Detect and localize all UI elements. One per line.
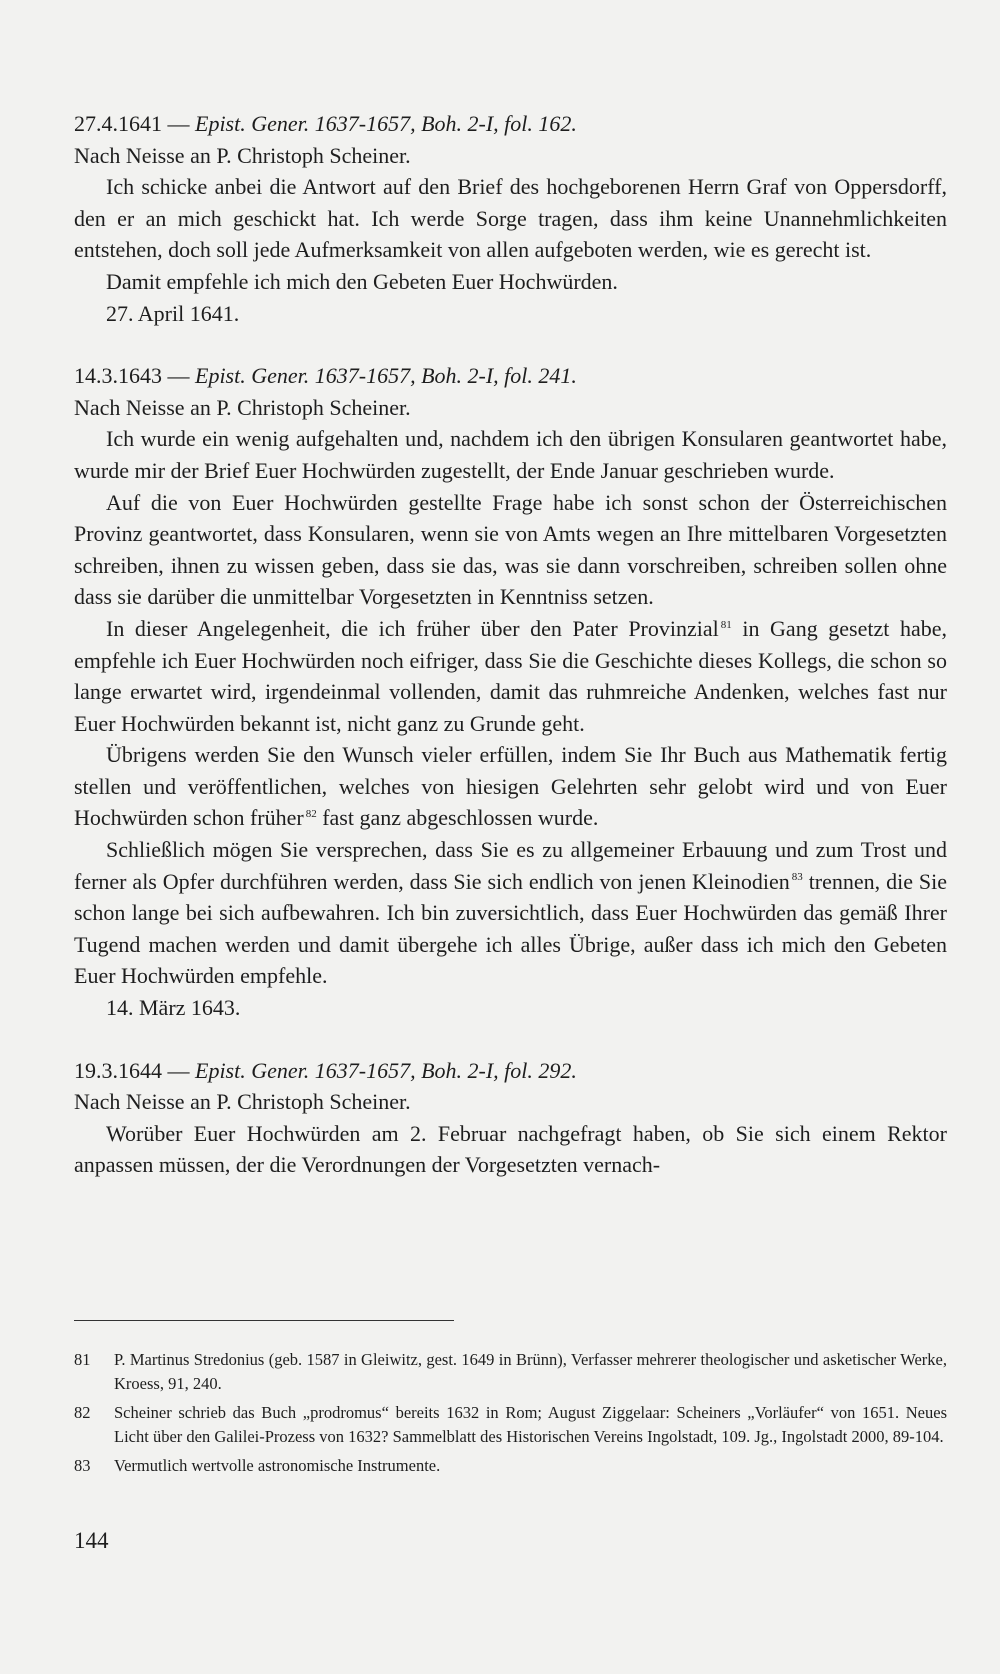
entry-heading bbox=[74, 108, 947, 140]
page-body bbox=[74, 108, 947, 1212]
paragraph bbox=[74, 613, 947, 739]
text: In dieser Angelegenheit, die ich früher über den Pater Provinzial bbox=[106, 615, 719, 641]
footnote-ref[interactable]: 83 bbox=[791, 871, 803, 884]
footnotes bbox=[74, 1348, 947, 1483]
entry-closing-date: 27. April 1641. bbox=[106, 300, 240, 326]
footnote-number: 82 bbox=[74, 1403, 91, 1422]
text: Schließlich mögen Sie versprechen, dass Sie es zu allgemeiner Erbauung und zum Trost und ferner als Opfer durchführen werden, dass Sie sich endlich von jenen Kleinodien bbox=[74, 837, 947, 894]
entry-recipient: Nach Neisse an P. Christoph Scheiner. bbox=[74, 394, 411, 420]
paragraph bbox=[74, 739, 947, 834]
letter-entry bbox=[74, 1055, 947, 1181]
text: fast ganz abgeschlossen wurde. bbox=[316, 805, 599, 831]
paragraph bbox=[74, 834, 947, 992]
text: Übrigens werden Sie den Wunsch vieler erfüllen, indem Sie Ihr Buch aus Mathematik fertig stellen und veröffentlichen, welches von hiesigen Gelehrten sehr gelobt wird und von Euer Hochwürden schon früher bbox=[74, 742, 947, 831]
paragraph: Auf die von Euer Hochwürden gestellte Frage habe ich sonst schon der Österreichischen Provinz geantwortet, dass Konsularen, wenn sie von Amts wegen an Ihre mittelbaren Vorgesetzten schreiben, ihnen zu wissen geben, dass sie das, was sie dann vorschreiben, schreiben sollen ohne dass sie darüber die unmittelbar Vorgesetzten in Kenntniss setzen. bbox=[74, 489, 947, 610]
paragraph: Worüber Euer Hochwürden am 2. Februar nachgefragt haben, ob Sie sich einem Rektor anpassen müssen, der die Verordnungen der Vorgesetzten vernach- bbox=[74, 1120, 947, 1178]
footnote-number: 81 bbox=[74, 1350, 91, 1369]
footnote-text: P. Martinus Stredonius (geb. 1587 in Gleiwitz, gest. 1649 in Brünn), Verfasser mehrerer theologischer und asketischer Werke, Kroess, 91, 240. bbox=[114, 1350, 947, 1393]
page-number: 144 bbox=[74, 1528, 109, 1553]
footnote-ref[interactable]: 82 bbox=[305, 808, 317, 821]
entry-source: Epist. Gener. 1637-1657, Boh. 2-I, fol. 292. bbox=[195, 1057, 577, 1083]
text: in Gang gesetzt habe, empfehle ich Euer Hochwürden noch eifriger, dass Sie die Geschichte dieses Kollegs, die schon so lange erwartet wird, irgendeinmal vollenden, damit das ruhmreiche Andenken, welches fast nur Euer Hochwürden bekannt ist, nicht ganz zu Grunde geht. bbox=[74, 615, 947, 736]
text: trennen, die Sie schon lange bei sich aufbewahren. Ich bin zuversichtlich, dass Euer Hochwürden das gemäß Ihrer Tugend machen werden und damit übergehe ich alles Übrige, außer dass ich mich den Gebeten Euer Hochwürden empfehle. bbox=[74, 868, 947, 989]
footnote-text: Scheiner schrieb das Buch „prodromus“ bereits 1632 in Rom; August Ziggelaar: Scheiners „Vorläufer“ von 1651. Neues Licht über den Galilei-Prozess von 1632? Sammelblatt des Historischen Vereins Ingolstadt, 109. Jg., Ingolstadt 2000, 89-104. bbox=[114, 1403, 947, 1446]
entry-date: 19.3.1644 bbox=[74, 1057, 162, 1083]
footnote bbox=[74, 1401, 947, 1449]
dash: — bbox=[167, 1057, 190, 1083]
entry-date: 27.4.1641 bbox=[74, 111, 162, 136]
footnote-ref[interactable]: 81 bbox=[720, 618, 732, 631]
footnote-divider bbox=[74, 1320, 454, 1321]
entry-recipient: Nach Neisse an P. Christoph Scheiner. bbox=[74, 1089, 411, 1115]
entry-heading bbox=[74, 1055, 947, 1087]
entry-source: Epist. Gener. 1637-1657, Boh. 2-I, fol. 162. bbox=[195, 111, 577, 136]
entry-date: 14.3.1643 bbox=[74, 363, 162, 389]
entry-source: Epist. Gener. 1637-1657, Boh. 2-I, fol. 241. bbox=[195, 363, 577, 389]
footnote-text: Vermutlich wertvolle astronomische Instrumente. bbox=[114, 1456, 441, 1475]
letter-entry bbox=[74, 360, 947, 1023]
letter-entry bbox=[74, 108, 947, 329]
paragraph: Ich wurde ein wenig aufgehalten und, nachdem ich den übrigen Konsularen geantwortet habe, wurde mir der Brief Euer Hochwürden zugestellt, der Ende Januar geschrieben wurde. bbox=[74, 426, 947, 483]
footnote-number: 83 bbox=[74, 1456, 91, 1475]
entry-heading bbox=[74, 360, 947, 392]
dash: — bbox=[167, 111, 190, 136]
paragraph: Ich schicke anbei die Antwort auf den Brief des hochgeborenen Herrn Graf von Oppersdorff, den er an mich geschickt hat. Ich werde Sorge tragen, dass ihm keine Unannehmlichkeiten entstehen, doch soll jede Aufmerksamkeit von allen aufgeboten werden, wie es gerecht ist. bbox=[74, 174, 947, 263]
dash: — bbox=[167, 363, 190, 389]
entry-closing-date: 14. März 1643. bbox=[106, 995, 241, 1021]
footnote bbox=[74, 1348, 947, 1396]
footnote bbox=[74, 1454, 947, 1478]
paragraph: Damit empfehle ich mich den Gebeten Euer Hochwürden. bbox=[106, 268, 618, 294]
entry-recipient: Nach Neisse an P. Christoph Scheiner. bbox=[74, 142, 411, 168]
